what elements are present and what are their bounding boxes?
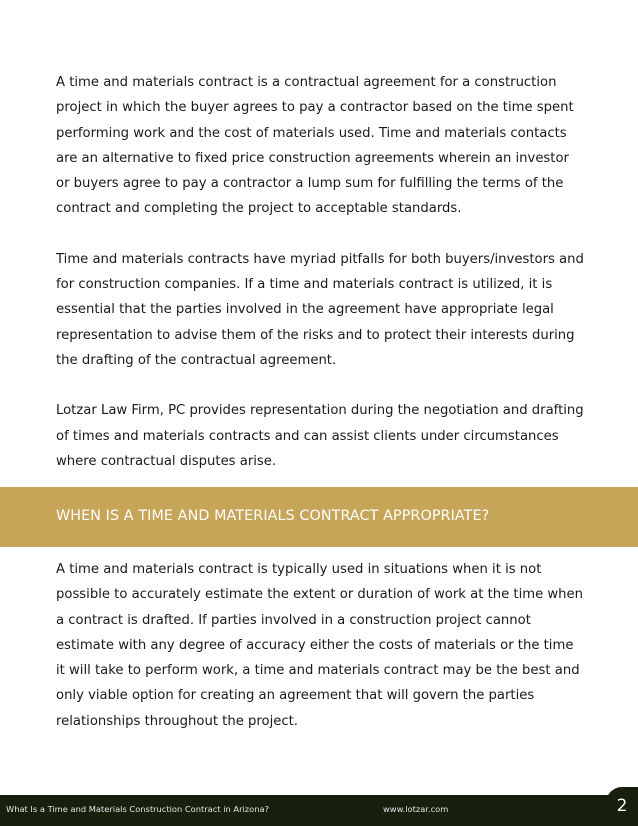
page-number-tab bbox=[606, 787, 638, 826]
paragraph-definition: A time and materials contract is a contractual agreement for a construction project in which the buyer agrees to pay a contractor based on the time spent performing work and the cost of materials used. Time and materials contacts are an alternative to fixed price construction agreements wherein an investor or buyers agree to pay a contractor a lump sum for fulfilling the terms of the contract and completing the project to acceptable standards. bbox=[56, 75, 574, 217]
section-text bbox=[56, 557, 586, 734]
section-heading: WHEN IS A TIME AND MATERIALS CONTRACT APPROPRIATE? bbox=[56, 508, 490, 524]
paragraph-firm-services: Lotzar Law Firm, PC provides representation during the negotiation and drafting of times and materials contracts and can assist clients under circumstances where contractual disputes arise. bbox=[56, 403, 584, 469]
footer-website-link[interactable]: www.lotzar.com bbox=[383, 804, 449, 814]
paragraph-pitfalls: Time and materials contracts have myriad pitfalls for both buyers/investors and for construction companies. If a time and materials contract is utilized, it is essential that the parties involved in the agreement have appropriate legal representation to advise them of the risks and to protect their interests during the drafting of the contractual agreement. bbox=[56, 251, 584, 368]
intro-text bbox=[56, 70, 586, 474]
section-heading-band bbox=[0, 487, 638, 547]
page-footer bbox=[0, 795, 638, 826]
page-number: 2 bbox=[616, 796, 628, 816]
footer-document-title: What Is a Time and Materials Construction Contract in Arizona? bbox=[6, 804, 269, 814]
paragraph-when-appropriate: A time and materials contract is typically used in situations when it is not possible to accurately estimate the extent or duration of work at the time when a contract is drafted. If parties involved in a construction project cannot estimate with any degree of accuracy either the costs of materials or the time it will take to perform work, a time and materials contract may be the best and only viable option for creating an agreement that will govern the parties relationships throughout the project. bbox=[56, 562, 584, 729]
